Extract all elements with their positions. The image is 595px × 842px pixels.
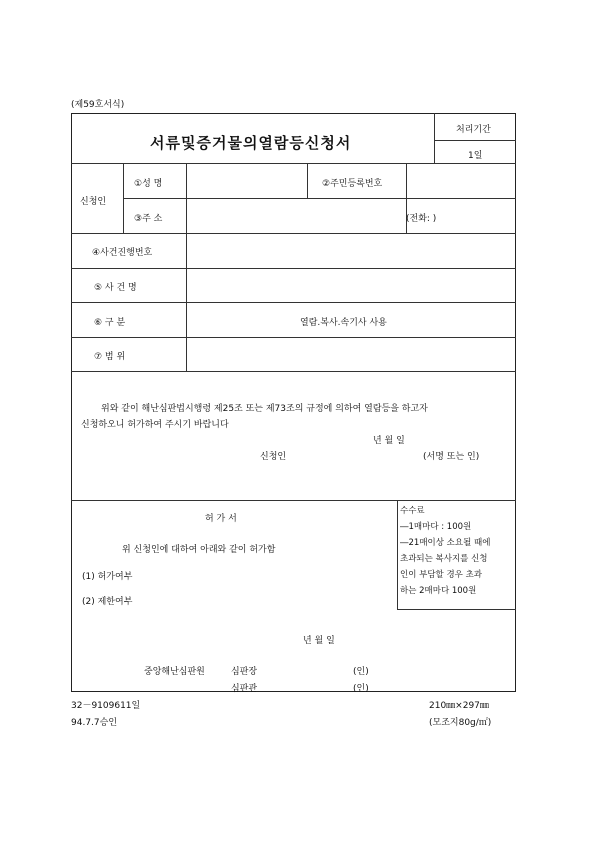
case-name-label: ⑤ 사 건 명 [94, 283, 137, 293]
statement-line-2: 신청하오니 허가하여 주시기 바랍니다 [81, 420, 229, 430]
footer-size: 210㎜×297㎜ [429, 701, 489, 711]
divider [71, 302, 516, 303]
signer-label: 신청인 [260, 452, 287, 462]
divider [434, 113, 435, 163]
rrn-label: ②주민등록번호 [322, 179, 383, 189]
fee-line: 초과되는 복사지를 신청 [400, 554, 488, 564]
permit-judge-label: 심판관 [231, 684, 258, 694]
footer-code: 32－9109611일 [71, 701, 141, 711]
case-number-label: ④사건진행번호 [92, 248, 153, 258]
permit-item-2: (2) 제한여부 [82, 597, 133, 607]
permit-date: 년 월 일 [303, 636, 335, 646]
divider [71, 268, 516, 269]
fee-line: ―1매마다 : 100원 [400, 522, 472, 532]
divider [434, 140, 516, 141]
permit-body: 위 신청인에 대하여 아래와 같이 허가함 [122, 545, 276, 555]
phone-label: (전화: ) [406, 214, 437, 224]
fee-text [400, 503, 490, 599]
footer-approval: 94.7.7승인 [71, 718, 118, 728]
processing-period-value: 1일 [468, 151, 483, 161]
fee-line: 인이 부담할 경우 초과 [400, 570, 483, 580]
fee-line: 하는 2매마다 100원 [400, 586, 477, 596]
processing-period-label: 처리기간 [456, 125, 491, 135]
divider [71, 233, 516, 234]
name-field[interactable] [188, 165, 305, 196]
fee-title: 수수료 [400, 506, 425, 516]
permit-chief-seal: (인) [353, 667, 369, 677]
name-label: ①성 명 [134, 179, 163, 189]
address-field[interactable] [188, 200, 404, 231]
applicant-group-label: 신청인 [80, 197, 107, 207]
address-label: ③주 소 [134, 214, 163, 224]
fee-line: ―21매이상 소요될 때에 [400, 538, 491, 548]
category-label: ⑥ 구 분 [94, 318, 126, 328]
divider [71, 337, 516, 338]
divider [123, 163, 124, 233]
scope-field[interactable] [188, 339, 514, 369]
sign-note: (서명 또는 인) [423, 452, 480, 462]
category-value: 열람.복사.속기사 사용 [300, 318, 387, 328]
permit-judge-seal: (인) [353, 684, 369, 694]
divider [186, 163, 187, 371]
divider [307, 163, 308, 198]
divider [71, 371, 516, 372]
case-number-field[interactable] [188, 235, 514, 266]
case-name-field[interactable] [188, 270, 514, 300]
statement-date: 년 월 일 [373, 436, 405, 446]
rrn-field[interactable] [408, 165, 514, 196]
scope-label: ⑦ 범 위 [94, 352, 126, 362]
permit-org: 중앙해난심판원 [144, 667, 205, 677]
permit-title: 허 가 서 [205, 514, 237, 524]
divider [123, 198, 516, 199]
permit-item-1: (1) 허가여부 [82, 572, 133, 582]
footer-paper: (모조지80g/㎡) [429, 718, 492, 728]
page-title: 서류및증거물의열람등신청서 [150, 134, 352, 152]
form-number: (제59호서식) [71, 100, 125, 110]
permit-chief-label: 심판장 [231, 667, 258, 677]
divider [71, 163, 516, 164]
statement-line-1: 위와 같이 해난심판법시행령 제25조 또는 제73조의 규정에 의하여 열람등을 하고자 [101, 404, 428, 414]
